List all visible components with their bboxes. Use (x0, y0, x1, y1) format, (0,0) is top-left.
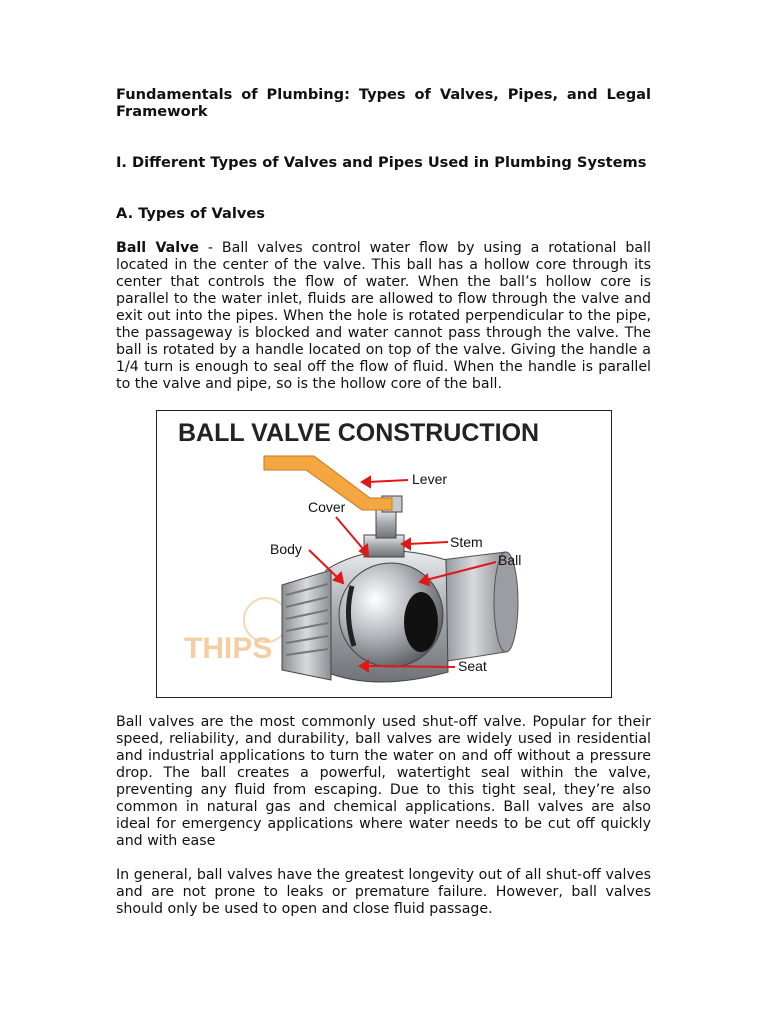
ball-valve-paragraph (116, 240, 651, 393)
figure-title: BALL VALVE CONSTRUCTION (178, 419, 540, 447)
ball-valve-figure (156, 410, 612, 698)
ball-valve-diagram (156, 410, 612, 698)
label-stem: Stem (450, 534, 483, 550)
label-lever: Lever (412, 471, 448, 487)
label-cover: Cover (308, 499, 346, 515)
label-seat: Seat (458, 658, 487, 674)
ball-valve-intro: - Ball valves control water flow by using a rotational ball located in the center of the valve. This ball has a hollow core through its center that controls the flow of water. When the ball’s hollow core is parallel to the water inlet, fluids are allowed to flow through the valve and exit out into the pipes. When the hole is rotated perpendicular to the pipe, the passageway is blocked and water cannot pass through the valve. The ball is rotated by a handle located on top of the valve. Giving the handle a 1/4 turn is enough to seal off the flow of fluid. When the handle is parallel to the valve and pipe, so is the hollow core of the ball. (116, 240, 651, 392)
paragraph-longevity: In general, ball valves have the greatest longevity out of all shut-off valves and are not prone to leaks or premature failure. However, ball valves should only be used to open and close fluid passage. (116, 867, 651, 917)
ball-bore (404, 592, 438, 652)
label-ball: Ball (498, 552, 522, 568)
label-body: Body (270, 541, 302, 557)
paragraph-shutoff: Ball valves are the most commonly used shut-off valve. Popular for their speed, reliability, and durability, ball valves are widely used in residential and industrial applications to turn the water on and off without a pressure drop. The ball creates a powerful, watertight seal within the valve, preventing any fluid from escaping. Due to this tight seal, they’re also common in natural gas and chemical applications. Ball valves are also ideal for emergency applications where water needs to be cut off quickly and with ease (116, 714, 651, 849)
ball-valve-term: Ball Valve (116, 240, 199, 256)
valve-stem (376, 510, 396, 538)
watermark-text: THIPS (184, 632, 273, 665)
valve-left-body (282, 570, 331, 680)
document-title: Fundamentals of Plumbing: Types of Valves, Pipes, and Legal Framework (116, 86, 651, 120)
subsection-heading: A. Types of Valves (116, 205, 265, 222)
section-heading: I. Different Types of Valves and Pipes Used in Plumbing Systems (116, 154, 647, 171)
